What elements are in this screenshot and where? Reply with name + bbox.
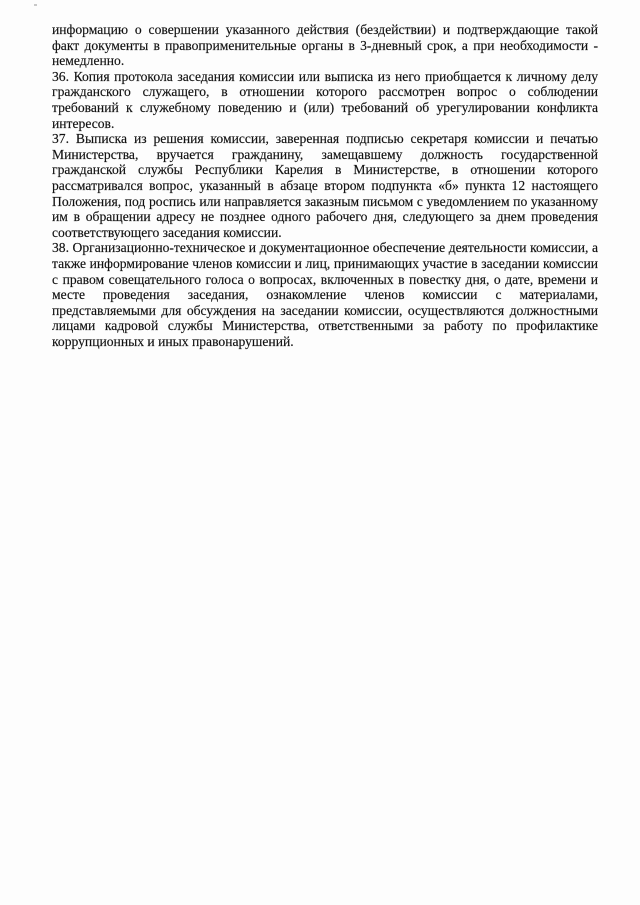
paragraph-continuation: информацию о совершении указанного действия (бездействии) и подтверждающие такой факт документы в правоприменительные органы в 3-дневный срок, а при необходимости - немедленно. bbox=[52, 22, 598, 69]
scan-mark bbox=[34, 4, 37, 6]
paragraph-37: 37. Выписка из решения комиссии, заверенная подписью секретаря комиссии и печатью Министерства, вручается гражданину, замещавшему должность государственной гражданской службы Республики Карелия в Министерстве, в отношении которого рассматривался вопрос, указанный в абзаце втором подпункта «б» пункта 12 настоящего Положения, под роспись или направляется заказным письмом с уведомлением по указанному им в обращении адресу не позднее одного рабочего дня, следующего за днем проведения соответствующего заседания комиссии. bbox=[52, 131, 598, 240]
paragraph-36: 36. Копия протокола заседания комиссии или выписка из него приобщается к личному делу гражданского служащего, в отношении которого рассмотрен вопрос о соблюдении требований к служебному поведению и (или) требований об урегулировании конфликта интересов. bbox=[52, 68, 598, 131]
document-body bbox=[52, 22, 598, 349]
paragraph-38: 38. Организационно-техническое и документационное обеспечение деятельности комиссии, а также информирование членов комиссии и лиц, принимающих участие в заседании комиссии с правом совещательного голоса о вопросах, включенных в повестку дня, о дате, времени и месте проведения заседания, ознакомление членов комиссии с материалами, представляемыми для обсуждения на заседании комиссии, осуществляются должностными лицами кадровой службы Министерства, ответственными за работу по профилактике коррупционных и иных правонарушений. bbox=[52, 240, 598, 349]
